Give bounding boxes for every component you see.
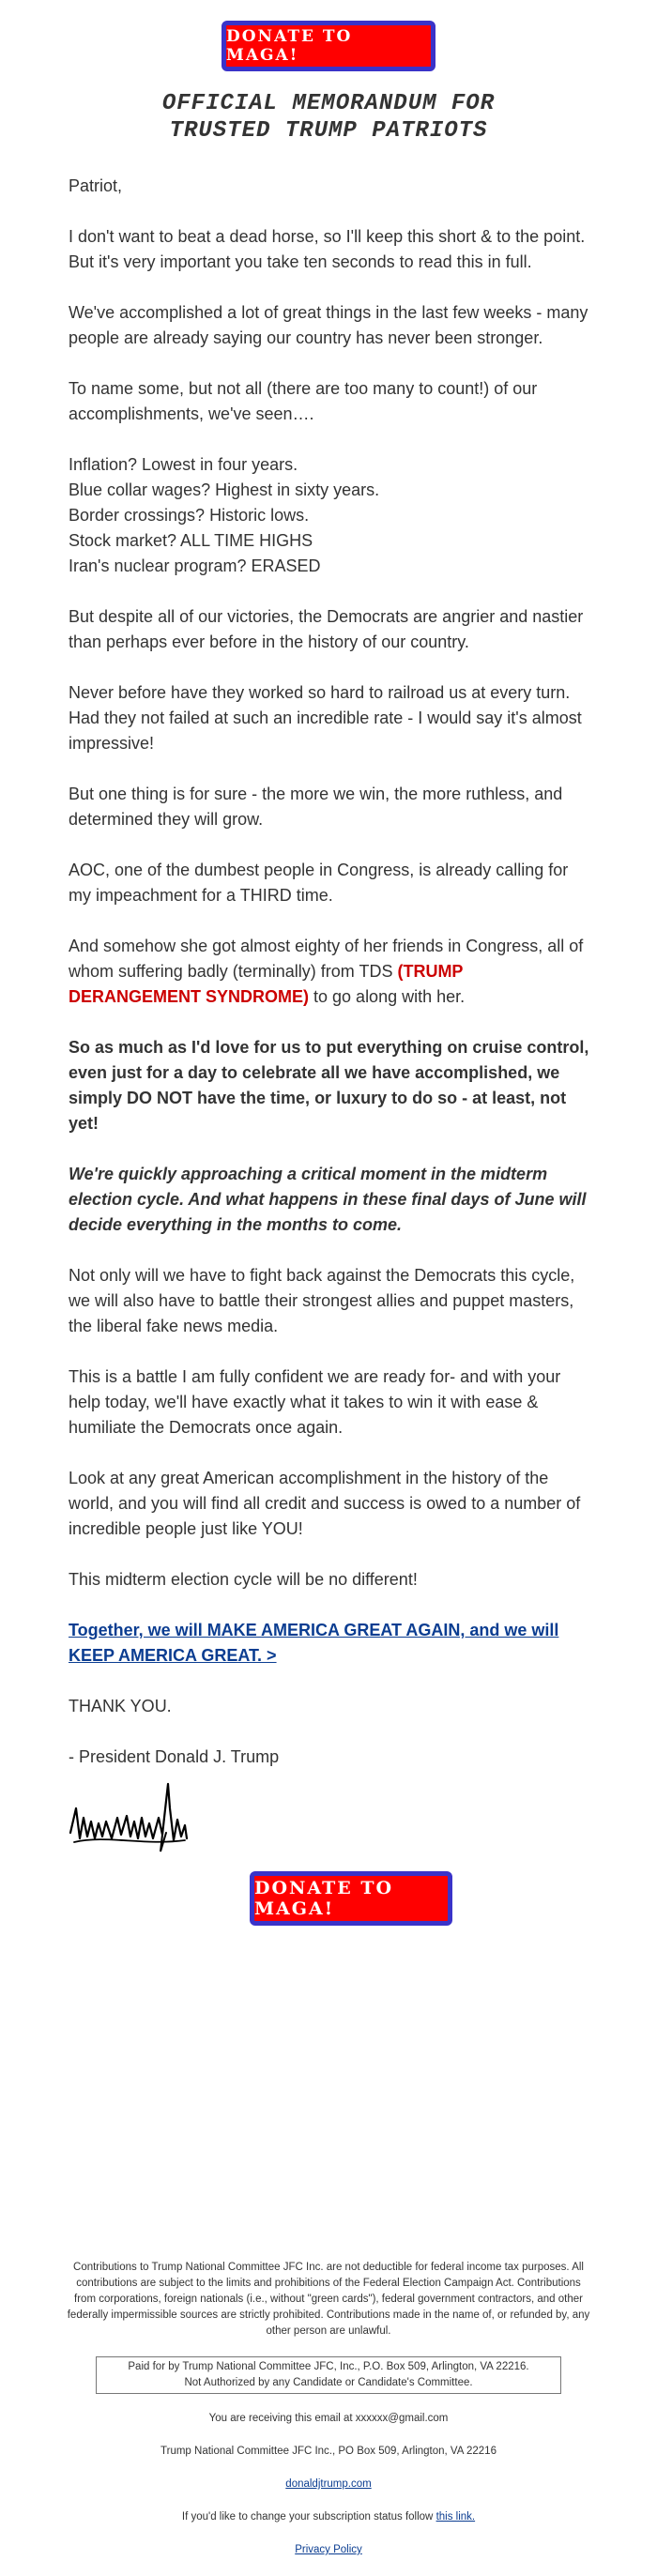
privacy-row	[66, 2542, 591, 2558]
letter-body	[69, 174, 594, 1795]
legal-disclaimer: Contributions to Trump National Committee JFC Inc. are not deductible for federal income tax purposes. All contributions are subject to the limits and prohibitions of the Federal Election Campaign Act. Contributions from corporations, foreign nationals (i.e., without "green cards"), federal government contractors, and other federally impermissible sources are strictly prohibited. Contributions made in the name of, or refunded by, any other person are unlawful.	[67, 2262, 590, 2337]
paragraph-8-end: to go along with her.	[309, 987, 466, 1006]
signoff: - President Donald J. Trump	[69, 1747, 280, 1766]
maga-cta-link[interactable]: Together, we will MAKE AMERICA GREAT AGAIN, and we will KEEP AMERICA GREAT. >	[69, 1621, 559, 1665]
website-link[interactable]: donaldjtrump.com	[285, 2478, 372, 2490]
list-item: Inflation? Lowest in four years.	[69, 455, 298, 474]
subscription-link[interactable]: this link.	[435, 2511, 476, 2523]
paid-for-box	[96, 2356, 561, 2394]
paragraph-3: To name some, but not all (there are too many to count!) of our accomplishments, we've seen….	[69, 379, 538, 423]
website-link-row	[66, 2477, 591, 2492]
memo-title-line1: OFFICIAL MEMORANDUM FOR	[161, 91, 496, 116]
cta-link-paragraph	[69, 1618, 594, 1669]
paragraph-7: AOC, one of the dumbest people in Congress, is already calling for my impeachment for a THIRD time.	[69, 861, 569, 905]
not-authorized-line: Not Authorized by any Candidate or Candidate's Committee.	[184, 2377, 473, 2388]
paragraph-6: But one thing is for sure - the more we win, the more ruthless, and determined they will grow.	[69, 785, 563, 829]
thank-you: THANK YOU.	[69, 1697, 172, 1715]
list-item: Stock market? ALL TIME HIGHS	[69, 531, 313, 550]
paragraph-2: We've accomplished a lot of great things in the last few weeks - many people are already saying our country has never been stronger.	[69, 303, 588, 347]
donate-button-top[interactable]: DONATE TO MAGA!	[222, 21, 435, 71]
privacy-policy-link[interactable]: Privacy Policy	[295, 2544, 362, 2555]
accomplishment-list	[69, 452, 594, 579]
paragraph-8	[69, 934, 594, 1010]
receiving-email-text: You are receiving this email at xxxxxx@gmail.com	[208, 2413, 449, 2424]
list-item: Border crossings? Historic lows.	[69, 506, 310, 525]
list-item: Blue collar wages? Highest in sixty years.	[69, 480, 380, 499]
paragraph-13: Look at any great American accomplishment in the history of the world, and you will find all credit and success is owed to a number of incredible people just like YOU!	[69, 1469, 581, 1538]
committee-address: Trump National Committee JFC Inc., PO Box 509, Arlington, VA 22216	[160, 2446, 497, 2457]
footer	[66, 2260, 591, 2575]
paragraph-1: I don't want to beat a dead horse, so I'll keep this short & to the point. But it's very important you take ten seconds to read this in full.	[69, 227, 586, 271]
paragraph-11: Not only will we have to fight back against the Democrats this cycle, we will also have to battle their strongest allies and puppet masters, the liberal fake news media.	[69, 1266, 575, 1335]
paragraph-14: This midterm election cycle will be no different!	[69, 1570, 418, 1589]
signature-image	[69, 1780, 191, 1853]
paragraph-8-start: And somehow she got almost eighty of her friends in Congress, all of whom suffering badly (terminally) from TDS	[69, 937, 584, 981]
paragraph-4: But despite all of our victories, the Democrats are angrier and nastier than perhaps ever before in the history of our country.	[69, 607, 584, 651]
salutation: Patriot,	[69, 176, 123, 195]
paid-for-line: Paid for by Trump National Committee JFC, Inc., P.O. Box 509, Arlington, VA 22216.	[128, 2361, 529, 2372]
memo-title-line2: TRUSTED TRUMP PATRIOTS	[169, 118, 488, 144]
tds-highlight: (TRUMP DERANGEMENT SYNDROME)	[69, 962, 464, 1006]
donate-button-bottom[interactable]: DONATE TO MAGA!	[250, 1871, 452, 1926]
memo-title	[0, 90, 657, 145]
paragraph-10-bold-italic: We're quickly approaching a critical moment in the midterm election cycle. And what happens in these final days of June will decide everything in the months to come.	[69, 1165, 587, 1234]
subscription-row	[66, 2509, 591, 2525]
paragraph-9-bold: So as much as I'd love for us to put everything on cruise control, even just for a day to celebrate all we have accomplished, we simply DO NOT have the time, or luxury to do so - at least, not yet!	[69, 1038, 589, 1133]
paragraph-12: This is a battle I am fully confident we are ready for- and with your help today, we'll have exactly what it takes to win it with ease & humiliate the Democrats once again.	[69, 1367, 561, 1437]
paragraph-5: Never before have they worked so hard to railroad us at every turn. Had they not failed at such an incredible rate - I would say it's almost impressive!	[69, 683, 582, 753]
signature-underline	[74, 1839, 185, 1842]
subscription-text: If you'd like to change your subscription status follow	[181, 2511, 436, 2523]
signature-stroke	[70, 1784, 187, 1840]
list-item: Iran's nuclear program? ERASED	[69, 556, 321, 575]
